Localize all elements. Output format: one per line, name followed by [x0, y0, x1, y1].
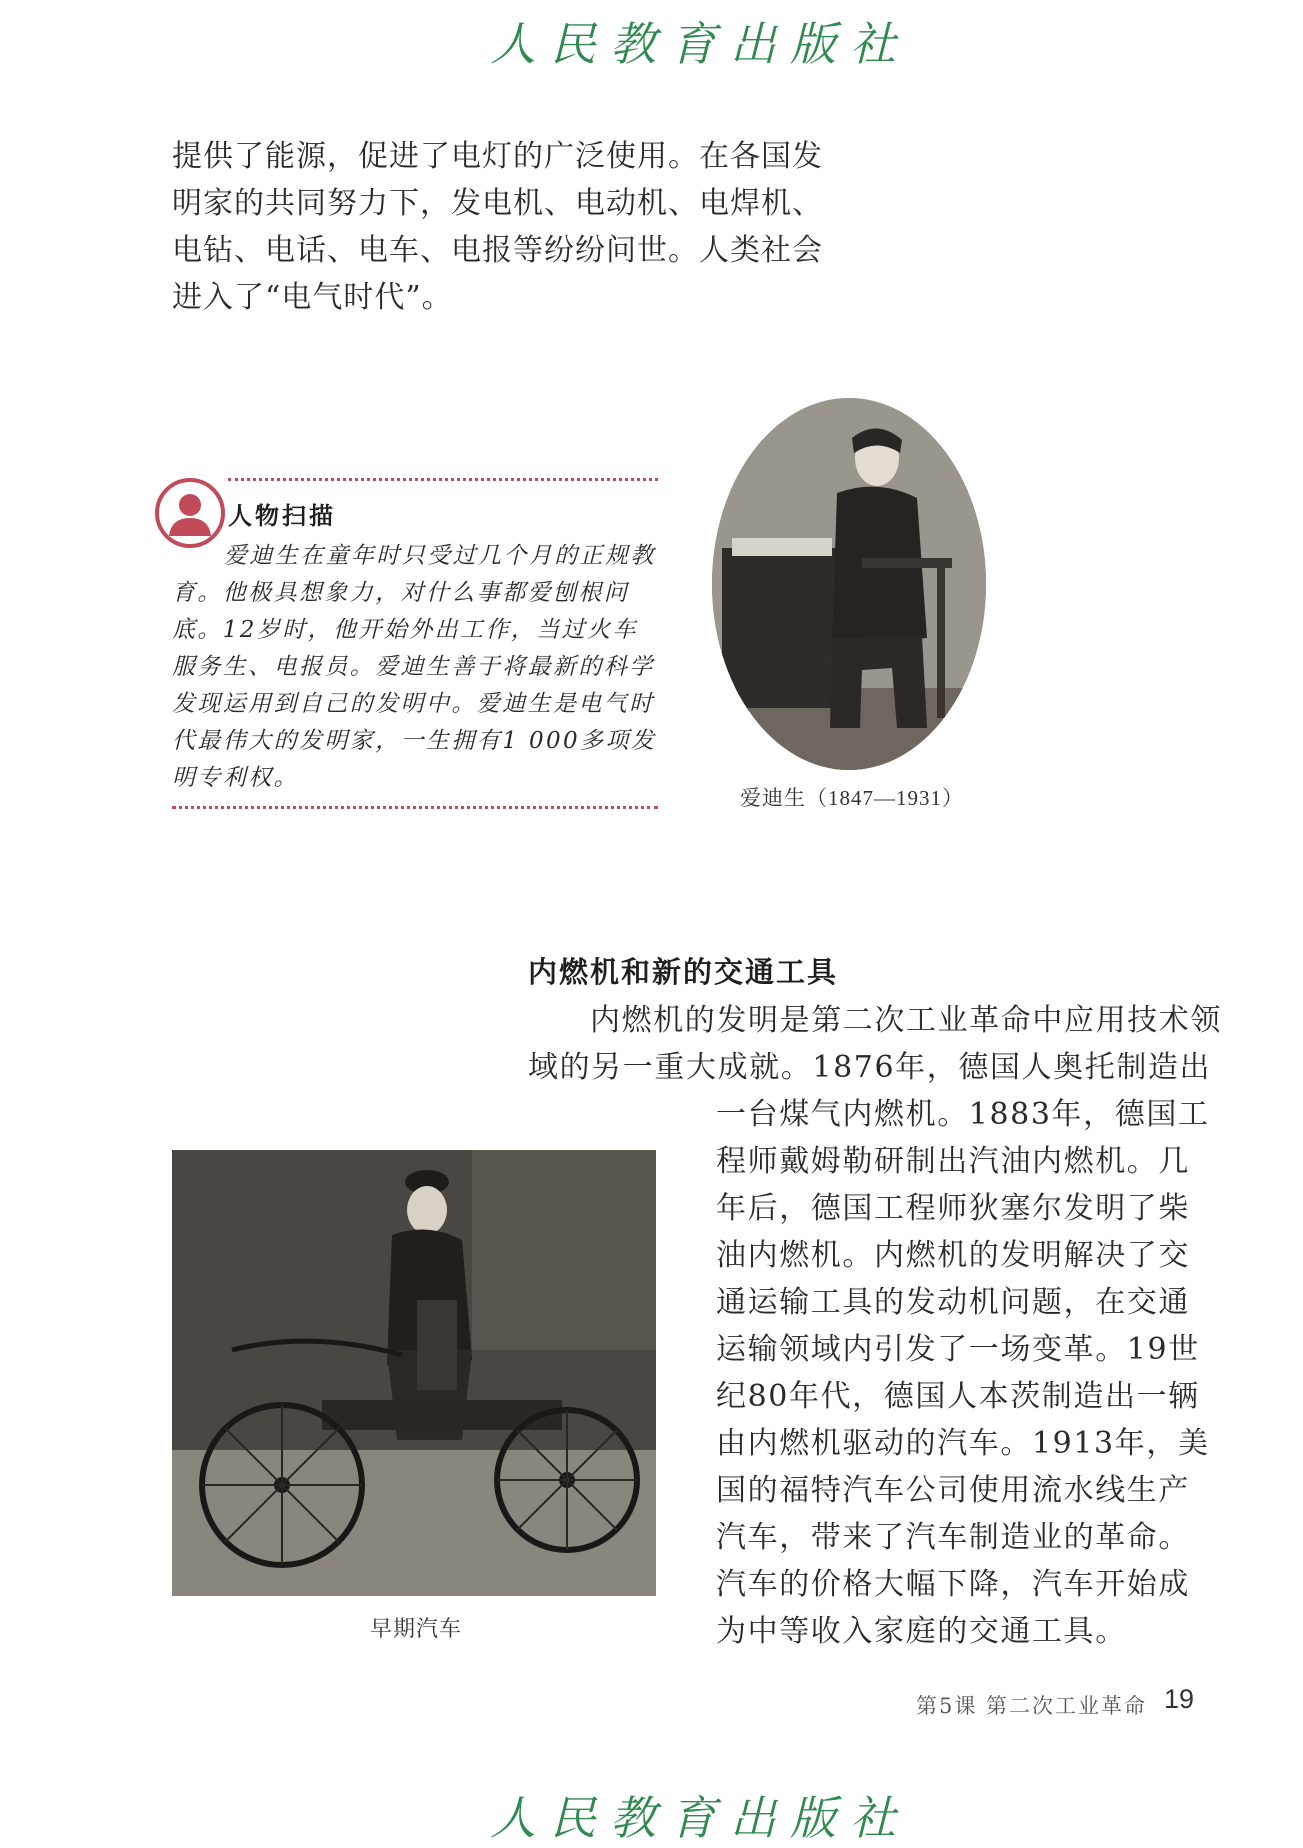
- early-car-photo: [172, 1150, 656, 1596]
- section-line: 国的福特汽车公司使用流水线生产: [716, 1473, 1190, 1508]
- profile-top-divider: [228, 478, 658, 481]
- intro-line: 提供了能源，促进了电灯的广泛使用。在各国发: [172, 139, 823, 174]
- edison-caption: 爱迪生（1847—1931）: [740, 786, 964, 810]
- section-line: 年后，德国工程师狄塞尔发明了柴: [716, 1191, 1190, 1226]
- intro-paragraph: [172, 133, 852, 321]
- section-line: 由内燃机驱动的汽车。1913年，美: [716, 1426, 1210, 1461]
- intro-line: 明家的共同努力下，发电机、电动机、电焊机、: [172, 186, 823, 221]
- footer-lesson-title: 第5课 第二次工业革命: [916, 1694, 1148, 1718]
- page-number: 19: [1164, 1684, 1195, 1714]
- section-line: 域的另一重大成就。1876年，德国人奥托制造出: [528, 1050, 1212, 1085]
- section-line: 为中等收入家庭的交通工具。: [716, 1614, 1127, 1649]
- profile-text: 爱迪生在童年时只受过几个月的正规教育。他极具想象力，对什么事都爱刨根问底。12岁时，他开始外出工作，当过火车服务生、电报员。爱迪生善于将最新的科学发现运用到自己的发明中。爱迪生是电气时代最伟大的发明家，一生拥有1 000多项发明专利权。: [172, 543, 657, 791]
- section-line: 纪80年代，德国人本茨制造出一辆: [716, 1379, 1200, 1414]
- section-line: 汽车，带来了汽车制造业的革命。: [716, 1520, 1190, 1555]
- section-line: 通运输工具的发动机问题，在交通: [716, 1285, 1190, 1320]
- section-heading: 内燃机和新的交通工具: [528, 955, 839, 989]
- publisher-watermark-top: 人民教育出版社: [490, 17, 910, 71]
- section-line: 一台煤气内燃机。1883年，德国工: [716, 1097, 1210, 1132]
- section-line: 程师戴姆勒研制出汽油内燃机。几: [716, 1144, 1190, 1179]
- car-caption: 早期汽车: [370, 1617, 463, 1642]
- section-line: 汽车的价格大幅下降，汽车开始成: [716, 1567, 1190, 1602]
- edison-portrait: [712, 398, 986, 770]
- intro-line: 进入了“电气时代”。: [172, 280, 453, 315]
- profile-heading: 人物扫描: [228, 502, 336, 530]
- section-line: 内燃机的发明是第二次工业革命中应用技术领: [590, 1003, 1222, 1038]
- section-line: 运输领域内引发了一场变革。19世: [716, 1332, 1200, 1367]
- intro-line: 电钻、电话、电车、电报等纷纷问世。人类社会: [172, 233, 823, 268]
- profile-bottom-divider: [172, 806, 658, 809]
- publisher-watermark-bottom: 人民教育出版社: [490, 1791, 910, 1845]
- section-line: 油内燃机。内燃机的发明解决了交: [716, 1238, 1190, 1273]
